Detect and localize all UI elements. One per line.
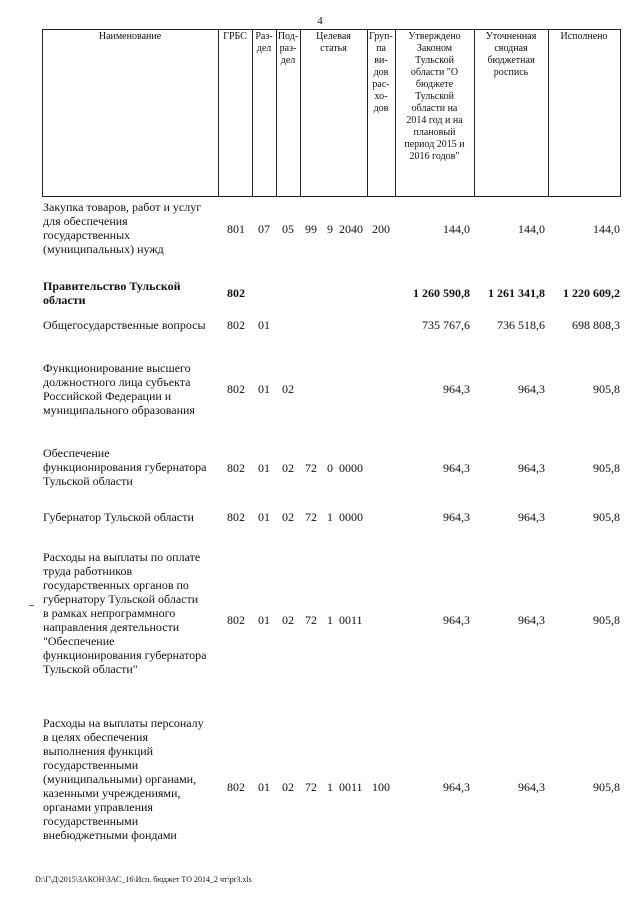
cell-razdel: 01: [258, 461, 270, 475]
cell-executed: 905,8: [593, 613, 620, 627]
cell-approved: 144,0: [443, 222, 470, 236]
header-name: Наименование: [98, 31, 162, 42]
cell-approved: 735 767,6: [422, 318, 470, 332]
cell-executed: 905,8: [593, 461, 620, 475]
col-border: [548, 29, 549, 197]
cell-approved: 964,3: [443, 510, 470, 524]
cell-refined: 964,3: [518, 613, 545, 627]
cell-executed: 905,8: [593, 780, 620, 794]
row-name: Закупка товаров, работ и услуг для обеспечения государственных (муниципальных) нужд: [43, 200, 202, 256]
cell-executed: 905,8: [593, 382, 620, 396]
header-approved: Утверждено Законом Тульской области "О бюджете Тульской области на 2014 год и на плановый период 2015 и 2016 годов": [404, 31, 465, 162]
cell-approved: 964,3: [443, 613, 470, 627]
cell-refined: 964,3: [518, 510, 545, 524]
header-bottom-border: [42, 196, 620, 197]
cell-grbs: 802: [227, 286, 245, 300]
header-razdel: Раз- дел: [255, 31, 273, 54]
cell-target-3: 0000: [339, 510, 363, 524]
cell-podrazdel: 02: [282, 613, 294, 627]
header-target-article: Целевая статья: [316, 31, 351, 54]
row-name: Расходы на выплаты по оплате труда работников государственных органов по губернатору Тульской области в рамках непрограммного направления деятельности "Обеспечение функционирования губернатора Тульской области": [43, 550, 207, 676]
cell-razdel: 01: [258, 510, 270, 524]
cell-razdel: 01: [258, 318, 270, 332]
cell-executed: 698 808,3: [572, 318, 620, 332]
cell-podrazdel: 05: [282, 222, 294, 236]
cell-refined: 736 518,6: [497, 318, 545, 332]
cell-target-3: 0000: [339, 461, 363, 475]
col-border: [218, 29, 219, 197]
cell-expense-group: 200: [372, 222, 390, 236]
cell-grbs: 802: [227, 382, 245, 396]
page-number: 4: [317, 15, 323, 27]
cell-grbs: 802: [227, 613, 245, 627]
cell-razdel: 01: [258, 780, 270, 794]
row-name: Правительство Тульской области: [43, 279, 181, 307]
cell-refined: 964,3: [518, 780, 545, 794]
row-name: Губернатор Тульской области: [43, 510, 194, 524]
cell-approved: 964,3: [443, 461, 470, 475]
cell-refined: 1 261 341,8: [488, 286, 545, 300]
cell-target-3: 2040: [339, 222, 363, 236]
cell-podrazdel: 02: [282, 510, 294, 524]
cell-razdel: 01: [258, 613, 270, 627]
col-border: [42, 29, 43, 197]
cell-approved: 1 260 590,8: [413, 286, 470, 300]
cell-executed: 905,8: [593, 510, 620, 524]
row-name: Обеспечение функционирования губернатора Тульской области: [43, 446, 207, 488]
row-name: Функционирование высшего должностного лица субъекта Российской Федерации и муниципального образования: [43, 361, 195, 417]
cell-target-1: 99: [305, 222, 317, 236]
cell-refined: 144,0: [518, 222, 545, 236]
cell-target-2: 1: [327, 613, 333, 627]
cell-grbs: 802: [227, 461, 245, 475]
cell-refined: 964,3: [518, 461, 545, 475]
cell-approved: 964,3: [443, 382, 470, 396]
cell-target-2: 1: [327, 510, 333, 524]
cell-podrazdel: 02: [282, 461, 294, 475]
cell-target-1: 72: [305, 461, 317, 475]
cell-razdel: 07: [258, 222, 270, 236]
cell-grbs: 802: [227, 318, 245, 332]
cell-target-1: 72: [305, 613, 317, 627]
cell-grbs: 802: [227, 510, 245, 524]
cell-target-3: 0011: [339, 780, 363, 794]
header-expense-group: Груп- па ви- дов рас- хо- дов: [369, 31, 393, 114]
cell-target-2: 0: [327, 461, 333, 475]
cell-target-1: 72: [305, 780, 317, 794]
cell-grbs: 801: [227, 222, 245, 236]
cell-podrazdel: 02: [282, 780, 294, 794]
header-top-border: [42, 29, 620, 30]
file-path-footer: D:\Г\Д\2015\ЗАКОН\ЗАС_16\Исп. бюджет ТО 2014_2 чт\pr3.xls: [35, 875, 252, 884]
cell-target-1: 72: [305, 510, 317, 524]
header-refined: Уточненная сводная бюджетная роспись: [485, 31, 537, 78]
row-name: Общегосударственные вопросы: [43, 318, 206, 332]
cell-podrazdel: 02: [282, 382, 294, 396]
cell-razdel: 01: [258, 382, 270, 396]
cell-target-3: 0011: [339, 613, 363, 627]
cell-grbs: 802: [227, 780, 245, 794]
scan-mark: [29, 605, 34, 606]
col-border: [620, 29, 621, 197]
cell-approved: 964,3: [443, 780, 470, 794]
cell-target-2: 1: [327, 780, 333, 794]
cell-executed: 1 220 609,2: [563, 286, 620, 300]
cell-target-2: 9: [327, 222, 333, 236]
header-podrazdel: Под- раз- дел: [277, 31, 299, 66]
cell-refined: 964,3: [518, 382, 545, 396]
cell-executed: 144,0: [593, 222, 620, 236]
header-executed: Исполнено: [560, 31, 608, 42]
header-grbs: ГРБС: [223, 31, 247, 42]
row-name: Расходы на выплаты персоналу в целях обеспечения выполнения функций государственными (муниципальными) органами, казенными учреждениями, органами управления государственными внебюджетными фондами: [43, 716, 204, 842]
cell-expense-group: 100: [372, 780, 390, 794]
